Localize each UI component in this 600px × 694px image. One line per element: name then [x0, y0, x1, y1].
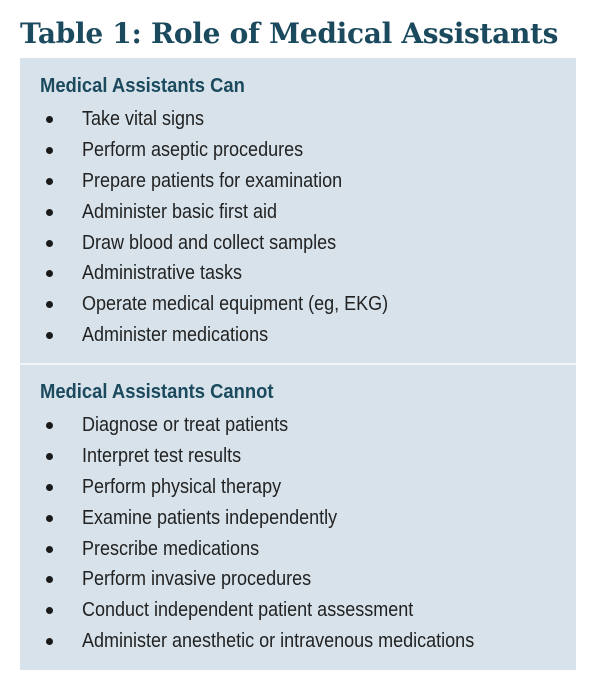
- list-item: [40, 289, 576, 320]
- section-can: [20, 70, 576, 351]
- bullet-icon: [46, 453, 53, 460]
- can-list: [40, 104, 576, 351]
- section-heading-can: Medical Assistants Can: [40, 75, 245, 97]
- bullet-icon: [46, 546, 53, 553]
- list-item-text: Take vital signs: [82, 108, 205, 130]
- list-item: [40, 503, 576, 534]
- bullet-icon: [46, 515, 53, 522]
- section-cannot: [20, 376, 576, 657]
- list-item-text: Interpret test results: [82, 444, 242, 467]
- bullet-icon: [46, 422, 53, 429]
- list-item-text: Diagnose or treat patients: [82, 414, 289, 436]
- list-item: [40, 441, 576, 472]
- list-item-text: Administrative tasks: [82, 262, 243, 285]
- list-item-text: Conduct independent patient assessment: [82, 599, 414, 622]
- bullet-icon: [46, 178, 53, 185]
- list-item: [40, 564, 576, 595]
- bullet-icon: [46, 332, 53, 339]
- list-item-text: Prepare patients for examination: [82, 169, 343, 192]
- list-item-text: Administer anesthetic or intravenous medications: [82, 630, 475, 653]
- bullet-icon: [46, 240, 53, 247]
- list-item: [40, 197, 576, 228]
- list-item-text: Examine patients independently: [82, 506, 338, 529]
- bullet-icon: [46, 301, 53, 308]
- table-panel: [20, 58, 576, 670]
- list-item-text: Operate medical equipment (eg, EKG): [82, 293, 389, 316]
- list-item: [40, 410, 576, 441]
- list-item: [40, 228, 576, 259]
- bullet-icon: [46, 484, 53, 491]
- list-item-text: Prescribe medications: [82, 537, 260, 560]
- list-item-text: Draw blood and collect samples: [82, 231, 337, 254]
- bullet-icon: [46, 116, 53, 123]
- list-item: [40, 258, 576, 289]
- list-item: [40, 472, 576, 503]
- list-item: [40, 135, 576, 166]
- list-item-text: Administer medications: [82, 324, 269, 347]
- section-heading-cannot: Medical Assistants Cannot: [40, 381, 274, 403]
- list-item: [40, 166, 576, 197]
- bullet-icon: [46, 638, 53, 645]
- bullet-icon: [46, 209, 53, 216]
- bullet-icon: [46, 607, 53, 614]
- bullet-icon: [46, 147, 53, 154]
- list-item-text: Perform aseptic procedures: [82, 138, 304, 161]
- bullet-icon: [46, 576, 53, 583]
- bullet-icon: [46, 270, 53, 277]
- list-item-text: Perform physical therapy: [82, 475, 282, 498]
- list-item-text: Administer basic first aid: [82, 200, 278, 223]
- table-title: Table 1: Role of Medical Assistants: [20, 17, 559, 50]
- list-item-text: Perform invasive procedures: [82, 568, 312, 591]
- list-item: [40, 626, 576, 657]
- list-item: [40, 320, 576, 351]
- list-item: [40, 595, 576, 626]
- list-item: [40, 534, 576, 565]
- cannot-list: [40, 410, 576, 657]
- section-divider: [20, 363, 576, 365]
- list-item: [40, 104, 576, 135]
